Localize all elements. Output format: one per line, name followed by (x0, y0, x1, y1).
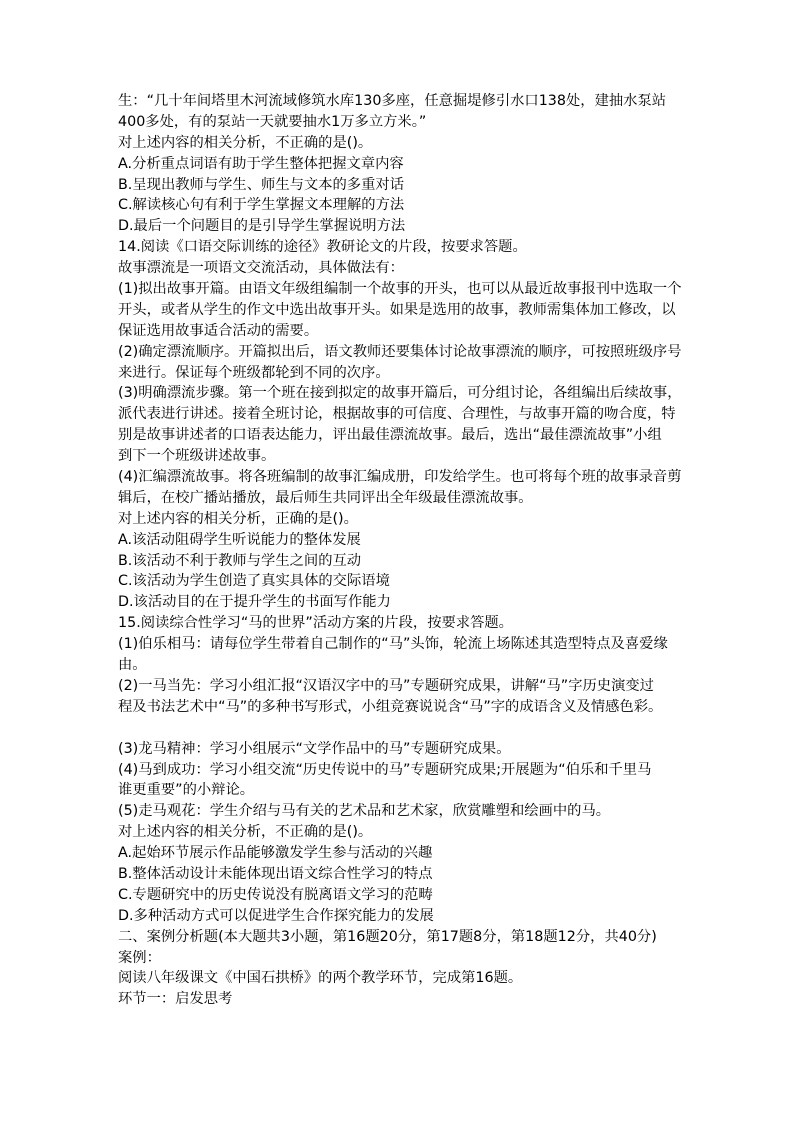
paragraph (118, 216, 698, 237)
text-line: B.整体活动设计未能体现出语文综合性学习的特点 (118, 865, 433, 882)
paragraph (118, 571, 698, 592)
text-line: 来进行。保证每个班级都轮到不同的次序。 (118, 364, 390, 381)
text-line: (5)走马观花：学生介绍与马有关的艺术品和艺术家，欣赏雕塑和绘画中的马。 (118, 803, 611, 820)
text-line: C.解读核心句有利于学生掌握文本理解的方法 (118, 197, 405, 214)
text-line: 派代表进行讲述。接着全班讨论，根据故事的可信度、合理性，与故事开篇的吻合度，特 (118, 406, 676, 423)
paragraph (118, 279, 698, 342)
text-line: (4)汇编漂流故事。将各班编制的故事汇编成册，印发给学生。也可将每个班的故事录音剪 (118, 469, 682, 486)
text-line: A.分析重点词语有助于学生整体把握文章内容 (118, 155, 404, 172)
paragraph (118, 906, 698, 927)
text-line: B.呈现出教师与学生、师生与文本的多重对话 (118, 176, 404, 193)
text-line (118, 718, 698, 739)
paragraph (118, 383, 698, 467)
document-body (118, 91, 698, 1010)
paragraph (118, 613, 698, 634)
paragraph (118, 634, 698, 676)
text-line: 对上述内容的相关分析，不正确的是()。 (118, 134, 373, 151)
text-line: 故事漂流是一项语文交流活动，具体做法有： (118, 260, 404, 277)
paragraph (118, 676, 698, 739)
text-line: D.最后一个问题目的是引导学生掌握说明方法 (118, 218, 406, 235)
text-line: 400多处，有的泵站一天就要抽水1万多立方米。” (118, 113, 427, 130)
paragraph (118, 154, 698, 175)
text-line: (1)伯乐相马：请每位学生带着自己制作的“马”头饰，轮流上场陈述其造型特点及喜爱缘 (118, 636, 668, 653)
text-line: 由。 (118, 657, 147, 674)
paragraph (118, 760, 698, 802)
text-line: 二、案例分析题(本大题共3小题，第16题20分，第17题8分，第18题12分，共40分) (118, 928, 657, 945)
text-line: D.该活动目的在于提升学生的书面写作能力 (118, 594, 391, 611)
paragraph (118, 927, 698, 948)
paragraph (118, 91, 698, 133)
paragraph (118, 133, 698, 154)
paragraph (118, 467, 698, 509)
text-line: 15.阅读综合性学习“马的世界”活动方案的片段，按要求答题。 (118, 615, 513, 632)
text-line: C.该活动为学生创造了真实具体的交际语境 (118, 573, 390, 590)
paragraph (118, 237, 698, 258)
text-line: (4)马到成功：学习小组交流“历史传说中的马”专题研究成果;开展题为“伯乐和千里马 (118, 761, 652, 778)
text-line: (1)拟出故事开篇。由语文年级组编制一个故事的开头，也可以从最近故事报刊中选取一个 (118, 281, 682, 298)
text-line: (2)一马当先：学习小组汇报“汉语汉字中的马”专题研究成果，讲解“马”字历史演变过 (118, 677, 654, 694)
paragraph (118, 551, 698, 572)
paragraph (118, 989, 698, 1010)
text-line: 对上述内容的相关分析，正确的是()。 (118, 510, 358, 527)
paragraph (118, 948, 698, 969)
paragraph (118, 864, 698, 885)
text-line: 保证选用故事适合活动的需要。 (118, 322, 319, 339)
text-line: A.该活动阻碍学生听说能力的整体发展 (118, 531, 361, 548)
text-line: 14.阅读《口语交际训练的途径》教研论文的片段，按要求答题。 (118, 239, 527, 256)
text-line: 环节一：启发思考 (118, 991, 233, 1008)
text-line: 阅读八年级课文《中国石拱桥》的两个教学环节，完成第16题。 (118, 970, 523, 987)
text-line: (2)确定漂流顺序。开篇拟出后，语文教师还要集体讨论故事漂流的顺序，可按照班级序号 (118, 343, 682, 360)
paragraph (118, 739, 698, 760)
paragraph (118, 885, 698, 906)
text-line: A.起始环节展示作品能够激发学生参与活动的兴趣 (118, 845, 433, 862)
paragraph (118, 509, 698, 530)
text-line: 辑后，在校广播站播放，最后师生共同评出全年级最佳漂流故事。 (118, 489, 533, 506)
text-line: 到下一个班级讲述故事。 (118, 448, 276, 465)
paragraph (118, 968, 698, 989)
paragraph (118, 258, 698, 279)
text-line: 案例： (118, 949, 161, 966)
paragraph (118, 592, 698, 613)
text-line: (3)明确漂流步骤。第一个班在接到拟定的故事开篇后，可分组讨论，各组编出后续故事， (118, 385, 682, 402)
text-line: 别是故事讲述者的口语表达能力，评出最佳漂流故事。最后，选出“最佳漂流故事”小组 (118, 427, 662, 444)
text-line: (3)龙马精神：学习小组展示“文学作品中的马”专题研究成果。 (118, 740, 511, 757)
text-line: B.该活动不利于教师与学生之间的互动 (118, 552, 362, 569)
text-line: 开头，或者从学生的作文中选出故事开头。如果是选用的故事，教师需集体加工修改，以 (118, 301, 676, 318)
text-line: 程及书法艺术中“马”的多种书写形式，小组竞赛说说含“马”字的成语含义及情感色彩。 (118, 698, 663, 715)
text-line: 生：“几十年间塔里木河流域修筑水库130多座，任意掘堤修引水口138处，建抽水泵站 (118, 93, 667, 109)
paragraph (118, 843, 698, 864)
text-line: 对上述内容的相关分析，不正确的是()。 (118, 824, 373, 841)
text-line: C.专题研究中的历史传说没有脱离语文学习的范畴 (118, 886, 433, 903)
paragraph (118, 822, 698, 843)
text-line: D.多种活动方式可以促进学生合作探究能力的发展 (118, 907, 434, 924)
text-line: 谁更重要”的小辩论。 (118, 782, 255, 799)
paragraph (118, 195, 698, 216)
paragraph (118, 801, 698, 822)
paragraph (118, 530, 698, 551)
paragraph (118, 342, 698, 384)
paragraph (118, 175, 698, 196)
